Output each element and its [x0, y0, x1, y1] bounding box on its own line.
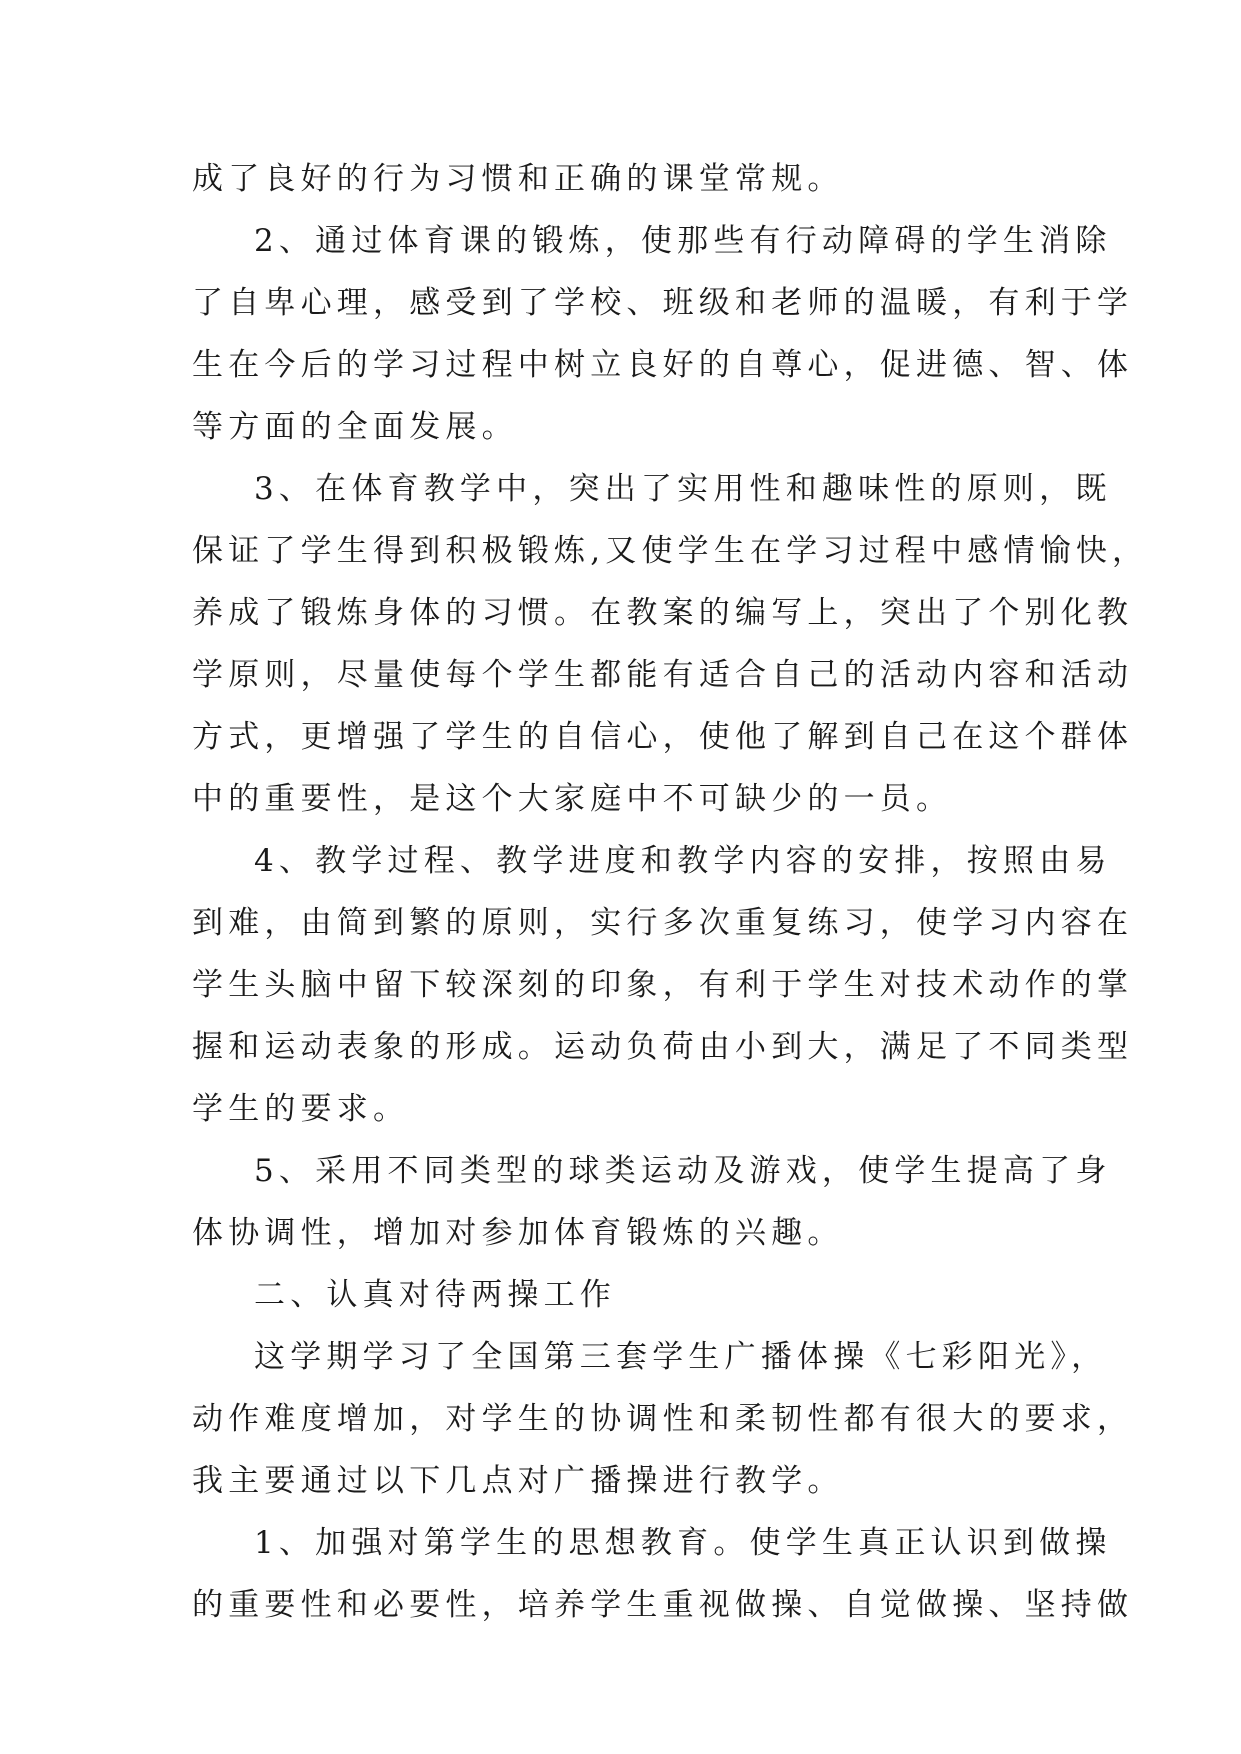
paragraph-line: 了自卑心理，感受到了学校、班级和老师的温暖，有利于学: [192, 285, 1134, 321]
paragraph-line: 学生头脑中留下较深刻的印象，有利于学生对技术动作的掌: [192, 967, 1134, 1003]
paragraph-line: 握和运动表象的形成。运动负荷由小到大，满足了不同类型: [192, 1029, 1134, 1065]
paragraph-line: 这学期学习了全国第三套学生广播体操《七彩阳光》，: [254, 1339, 1108, 1375]
paragraph-line: 的重要性和必要性，培养学生重视做操、自觉做操、坚持做: [192, 1587, 1134, 1623]
paragraph-line: 体协调性，增加对参加体育锻炼的兴趣。: [192, 1215, 844, 1251]
paragraph-line: 养成了锻炼身体的习惯。在教案的编写上，突出了个别化教: [192, 595, 1134, 631]
paragraph-line: 方式，更增强了学生的自信心，使他了解到自己在这个群体: [192, 719, 1134, 755]
paragraph-line: 学原则，尽量使每个学生都能有适合自己的活动内容和活动: [192, 657, 1134, 693]
paragraph-line: 到难，由简到繁的原则，实行多次重复练习，使学习内容在: [192, 905, 1134, 941]
paragraph-line: 中的重要性，是这个大家庭中不可缺少的一员。: [192, 781, 953, 817]
paragraph-line: 保证了学生得到积极锻炼,又使学生在学习过程中感情愉快，: [192, 533, 1149, 569]
paragraph-line: 学生的要求。: [192, 1091, 410, 1127]
paragraph-line: 动作难度增加，对学生的协调性和柔韧性都有很大的要求，: [192, 1401, 1134, 1437]
paragraph-line: 5、采用不同类型的球类运动及游戏，使学生提高了身: [254, 1153, 1112, 1189]
section-heading: 二、认真对待两操工作: [254, 1277, 616, 1313]
paragraph-line: 2、通过体育课的锻炼，使那些有行动障碍的学生消除: [254, 223, 1112, 259]
paragraph-line: 生在今后的学习过程中树立良好的自尊心，促进德、智、体: [192, 347, 1134, 383]
document-body: [192, 148, 1149, 1636]
paragraph-line: 成了良好的行为习惯和正确的课堂常规。: [192, 161, 844, 197]
paragraph-line: 3、在体育教学中，突出了实用性和趣味性的原则，既: [254, 471, 1112, 507]
paragraph-line: 4、教学过程、教学进度和教学内容的安排，按照由易: [254, 843, 1112, 879]
paragraph-line: 等方面的全面发展。: [192, 409, 518, 445]
paragraph-line: 1、加强对第学生的思想教育。使学生真正认识到做操: [254, 1525, 1112, 1561]
paragraph-line: 我主要通过以下几点对广播操进行教学。: [192, 1463, 844, 1499]
